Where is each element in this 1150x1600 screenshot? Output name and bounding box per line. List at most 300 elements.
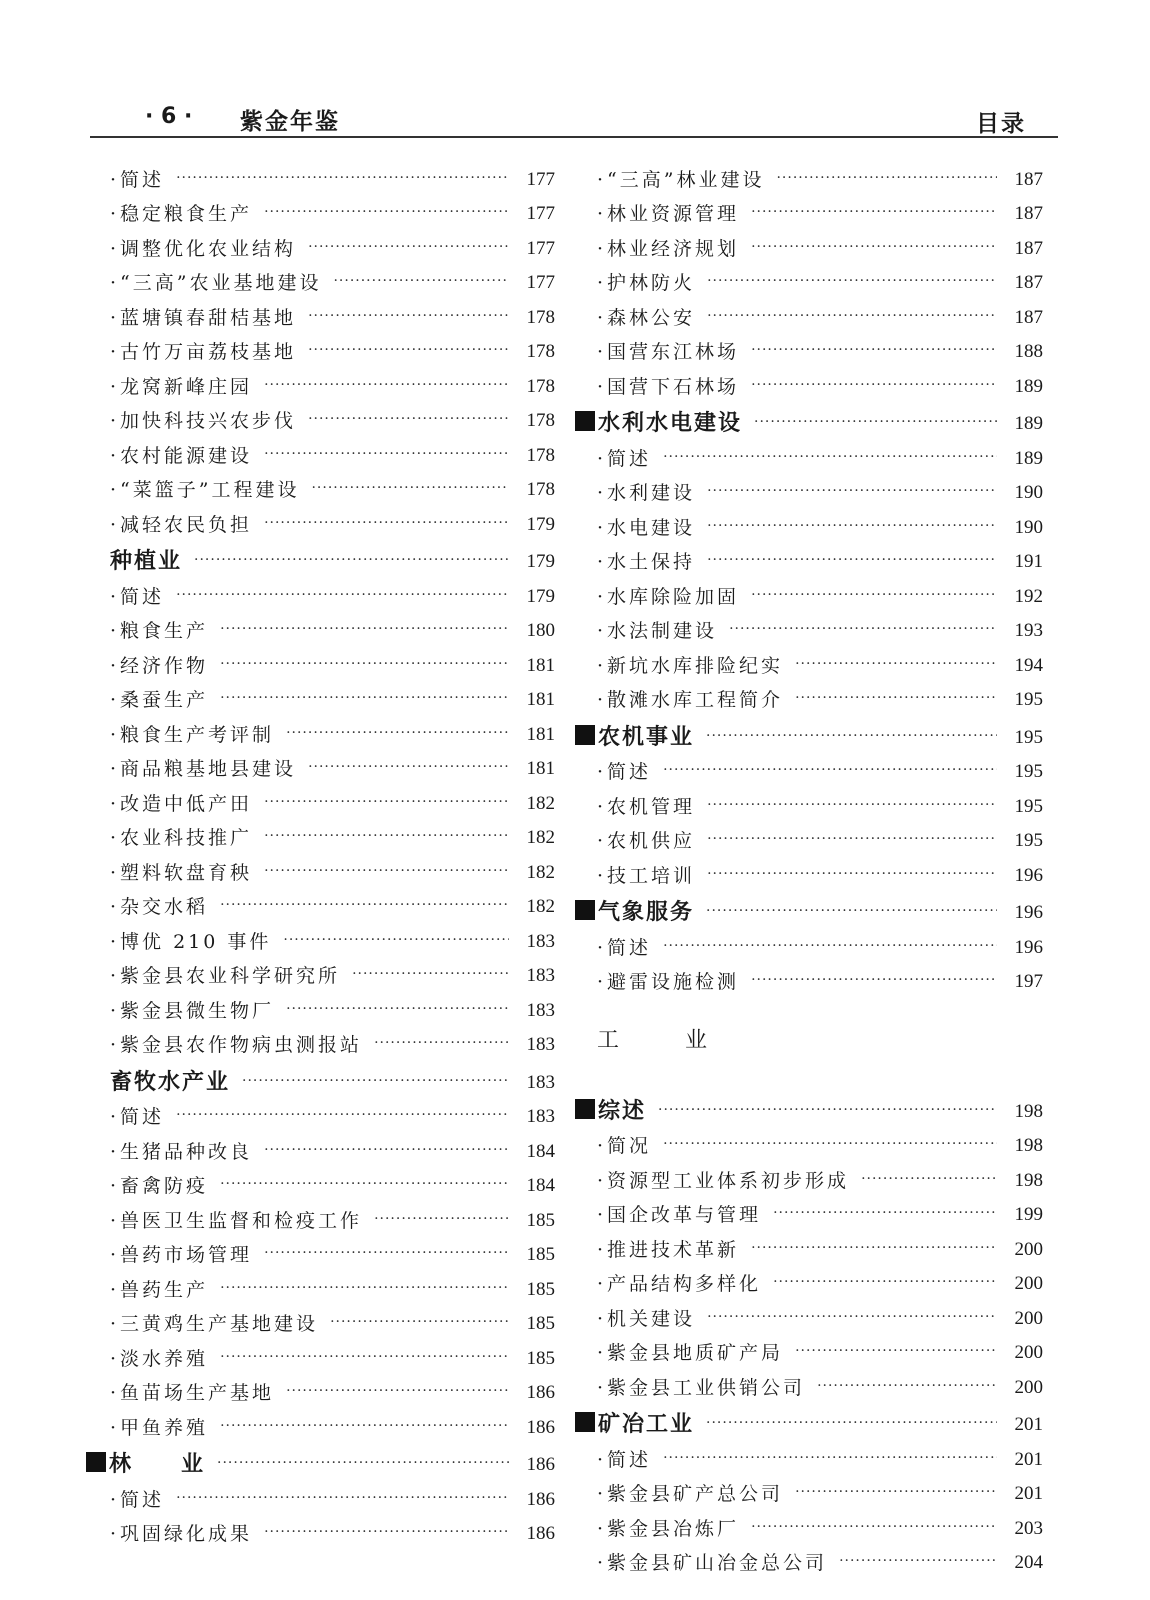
toc-entry-label: · 兽药市场管理 xyxy=(110,1242,252,1268)
dot-leader xyxy=(220,1348,509,1372)
toc-entry xyxy=(110,1303,555,1338)
toc-page-number: 183 xyxy=(526,1071,555,1093)
toc-entry-label: · 简述 xyxy=(110,1487,164,1513)
toc-page-number: 194 xyxy=(1014,654,1043,676)
toc-page-number: 182 xyxy=(526,861,555,883)
dot-leader xyxy=(707,272,997,296)
toc-page-number: 185 xyxy=(526,1278,555,1300)
dot-leader xyxy=(264,514,509,538)
dot-leader xyxy=(308,238,509,262)
toc-entry-label: 综述 xyxy=(598,1098,647,1124)
section-title: 目录 xyxy=(976,111,1026,137)
toc-page-number: 197 xyxy=(1014,971,1043,992)
dot-leader xyxy=(776,169,997,193)
toc-entry-label: · 古竹万亩荔枝基地 xyxy=(110,339,296,365)
toc-page-number: 184 xyxy=(526,1140,555,1162)
toc-entry xyxy=(110,400,555,435)
toc-page-number: 204 xyxy=(1014,1552,1043,1573)
dot-leader xyxy=(707,482,997,506)
toc-entry-label: · 兽药生产 xyxy=(110,1277,208,1303)
dot-leader xyxy=(176,1489,509,1513)
dot-leader xyxy=(706,902,997,926)
toc-page-number: 182 xyxy=(526,792,555,814)
dot-leader xyxy=(751,238,997,262)
toc-entry-label: · 避雷设施检测 xyxy=(597,969,739,995)
toc-entry xyxy=(110,365,555,400)
toc-page-number: 183 xyxy=(526,1106,555,1127)
toc-page-number: 187 xyxy=(1014,168,1043,190)
toc-page-number: 185 xyxy=(526,1209,555,1231)
toc-entry-label: · 粮食生产考评制 xyxy=(110,722,274,748)
toc-entry xyxy=(597,1366,1043,1401)
toc-entry xyxy=(110,1513,555,1548)
toc-page-number: 195 xyxy=(1014,689,1043,710)
toc-entry xyxy=(110,1024,555,1059)
toc-entry-label: 林 业 xyxy=(109,1452,206,1477)
toc-entry-label: · 简况 xyxy=(597,1133,651,1159)
toc-entry xyxy=(110,1478,555,1513)
toc-page-number: 199 xyxy=(1014,1204,1043,1225)
dot-leader xyxy=(220,1175,509,1199)
toc-entry xyxy=(110,1199,555,1234)
toc-page-number: 201 xyxy=(1014,1483,1043,1504)
dot-leader xyxy=(795,1483,997,1507)
toc-entry-label: · 简述 xyxy=(597,935,651,961)
toc-page-number: 188 xyxy=(1014,341,1043,362)
dot-leader xyxy=(795,689,997,713)
toc-section-entry xyxy=(110,1058,555,1096)
toc-page-number: 186 xyxy=(526,1416,555,1438)
toc-entry-label: 气象服务 xyxy=(598,900,695,925)
dot-leader xyxy=(707,307,997,331)
dot-leader xyxy=(176,1106,509,1130)
dot-leader xyxy=(663,937,997,961)
toc-section-entry xyxy=(597,1087,1043,1125)
toc-entry xyxy=(110,713,555,748)
toc-entry-label: 矿冶工业 xyxy=(598,1412,695,1437)
toc-page-number: 193 xyxy=(1014,620,1043,641)
toc-entry xyxy=(110,1372,555,1407)
dot-leader xyxy=(330,1313,509,1337)
toc-page-number: 198 xyxy=(1014,1100,1043,1122)
toc-page-number: 183 xyxy=(526,999,555,1021)
dot-leader xyxy=(795,1342,997,1366)
toc-page-number: 189 xyxy=(1014,413,1043,434)
toc-entry xyxy=(597,193,1043,228)
toc-page-number: 196 xyxy=(1014,864,1043,886)
toc-entry xyxy=(110,989,555,1024)
dot-leader xyxy=(751,203,997,227)
dot-leader xyxy=(751,1239,997,1263)
toc-entry-label: · 博优 210 事件 xyxy=(110,929,271,955)
toc-page-number: 178 xyxy=(526,410,555,431)
dot-leader xyxy=(194,551,509,575)
dot-leader xyxy=(707,865,997,889)
dot-leader xyxy=(264,1523,509,1547)
toc-page-number: 195 xyxy=(1014,795,1043,817)
toc-page-number: 184 xyxy=(526,1175,555,1196)
toc-entry xyxy=(597,227,1043,262)
page-number: · 6 · xyxy=(145,104,193,129)
toc-section-entry xyxy=(597,1401,1043,1439)
toc-page-number: 200 xyxy=(1014,1238,1043,1260)
toc-part-heading xyxy=(597,995,1043,1087)
toc-entry-label: · 紫金县农业科学研究所 xyxy=(110,963,340,989)
toc-right-column xyxy=(597,158,1043,1576)
dot-leader xyxy=(264,376,509,400)
toc-entry-label: · 资源型工业体系初步形成 xyxy=(597,1168,849,1194)
toc-entry xyxy=(110,817,555,852)
dot-leader xyxy=(264,1244,509,1268)
toc-page-number: 185 xyxy=(526,1347,555,1369)
toc-page-number: 185 xyxy=(526,1313,555,1334)
toc-entry-label: · 推进技术革新 xyxy=(597,1237,739,1263)
toc-entry-label: · 鱼苗场生产基地 xyxy=(110,1380,274,1406)
toc-entry-label: · 稳定粮食生产 xyxy=(110,201,252,227)
toc-page-number: 187 xyxy=(1014,272,1043,293)
toc-entry-label: · 生猪品种改良 xyxy=(110,1139,252,1165)
toc-entry-label: · 改造中低产田 xyxy=(110,791,252,817)
toc-entry-label: · 农村能源建设 xyxy=(110,443,252,469)
dot-leader xyxy=(220,655,509,679)
toc-entry xyxy=(597,331,1043,366)
toc-page-number: 186 xyxy=(526,1523,555,1544)
dot-leader xyxy=(751,971,997,995)
dot-leader xyxy=(220,1279,509,1303)
section-marker-icon xyxy=(575,1099,595,1119)
toc-entry xyxy=(597,1228,1043,1263)
toc-page-number: 196 xyxy=(1014,902,1043,923)
toc-entry-label: · 巩固绿化成果 xyxy=(110,1521,252,1547)
toc-entry-label: 农机事业 xyxy=(598,724,695,750)
toc-entry-label: · 国营东江林场 xyxy=(597,339,739,365)
dot-leader xyxy=(707,796,997,820)
toc-page-number: 178 xyxy=(526,375,555,397)
toc-page-number: 180 xyxy=(526,620,555,641)
toc-page-number: 195 xyxy=(1014,726,1043,748)
toc-page-number: 191 xyxy=(1014,551,1043,572)
toc-entry xyxy=(110,1165,555,1200)
toc-entry-label: · “菜篮子”工程建设 xyxy=(110,477,299,503)
toc-entry-label: · 紫金县矿产总公司 xyxy=(597,1481,783,1507)
toc-entry-label: · 紫金县矿山冶金总公司 xyxy=(597,1550,827,1576)
toc-entry-label: · 林业资源管理 xyxy=(597,201,739,227)
toc-page-number: 200 xyxy=(1014,1307,1043,1329)
dot-leader xyxy=(751,1518,997,1542)
toc-entry xyxy=(110,782,555,817)
toc-entry-label: · 甲鱼养殖 xyxy=(110,1415,208,1441)
toc-page-number: 177 xyxy=(526,272,555,293)
toc-entry xyxy=(110,503,555,538)
dot-leader xyxy=(751,341,997,365)
dot-leader xyxy=(308,341,509,365)
toc-entry-label: · “三高”农业基地建设 xyxy=(110,270,321,296)
dot-leader xyxy=(264,1141,509,1165)
toc-entry-label: · 简述 xyxy=(597,759,651,785)
dot-leader xyxy=(751,586,997,610)
toc-entry-label: · 简述 xyxy=(597,446,651,472)
toc-entry-label: · 国营下石林场 xyxy=(597,374,739,400)
toc-entry-label: · 紫金县工业供销公司 xyxy=(597,1375,805,1401)
toc-entry-label: · 桑蚕生产 xyxy=(110,687,208,713)
toc-page-number: 186 xyxy=(526,1382,555,1403)
toc-entry-label: · 调整优化农业结构 xyxy=(110,236,296,262)
section-marker-icon xyxy=(575,725,595,745)
dot-leader xyxy=(308,307,509,331)
dot-leader xyxy=(773,1204,997,1228)
toc-entry-label: · 技工培训 xyxy=(597,863,695,889)
dot-leader xyxy=(374,1034,509,1058)
toc-page-number: 187 xyxy=(1014,237,1043,259)
toc-entry xyxy=(110,748,555,783)
toc-entry xyxy=(597,854,1043,889)
toc-entry xyxy=(110,434,555,469)
dot-leader xyxy=(283,931,509,955)
dot-leader xyxy=(707,1308,997,1332)
toc-entry xyxy=(110,262,555,297)
toc-page-number: 189 xyxy=(1014,447,1043,469)
toc-entry-label: · 紫金县微生物厂 xyxy=(110,998,274,1024)
toc-entry-label: · 国企改革与管理 xyxy=(597,1202,761,1228)
toc-page-number: 200 xyxy=(1014,1273,1043,1294)
dot-leader xyxy=(264,445,509,469)
toc-entry xyxy=(597,1125,1043,1160)
section-marker-icon xyxy=(575,1412,595,1432)
dot-leader xyxy=(220,689,509,713)
toc-entry-label: · 简述 xyxy=(597,1447,651,1473)
toc-page-number: 177 xyxy=(526,203,555,224)
toc-entry xyxy=(597,1194,1043,1229)
toc-entry-label: 种植业 xyxy=(110,549,183,574)
toc-entry-label: · 粮食生产 xyxy=(110,618,208,644)
toc-page-number: 183 xyxy=(526,930,555,952)
toc-entry-label: · 农机管理 xyxy=(597,794,695,820)
toc-entry xyxy=(597,751,1043,786)
toc-entry xyxy=(110,1130,555,1165)
dot-leader xyxy=(264,827,509,851)
toc-entry-label: · 兽医卫生监督和检疫工作 xyxy=(110,1208,362,1234)
toc-entry xyxy=(597,1263,1043,1298)
toc-entry-label: · 机关建设 xyxy=(597,1306,695,1332)
dot-leader xyxy=(773,1273,997,1297)
toc-entry-label: · 简述 xyxy=(110,167,164,193)
toc-entry-label: · 淡水养殖 xyxy=(110,1346,208,1372)
dot-leader xyxy=(264,203,509,227)
toc-page-number: 196 xyxy=(1014,936,1043,958)
toc-page-number: 187 xyxy=(1014,203,1043,224)
toc-page-number: 190 xyxy=(1014,482,1043,503)
toc-entry xyxy=(110,227,555,262)
toc-entry xyxy=(597,541,1043,576)
toc-entry-label: · 农业科技推广 xyxy=(110,825,252,851)
toc-page-number: 181 xyxy=(526,723,555,745)
dot-leader xyxy=(707,517,997,541)
toc-entry-label: · 加快科技兴农步伐 xyxy=(110,408,296,434)
toc-entry-label: 水利水电建设 xyxy=(598,411,743,436)
dot-leader xyxy=(706,1414,997,1438)
toc-entry xyxy=(110,920,555,955)
dot-leader xyxy=(176,586,509,610)
toc-entry xyxy=(597,785,1043,820)
toc-page-number: 179 xyxy=(526,551,555,572)
toc-entry xyxy=(110,955,555,990)
toc-entry-label: 畜牧水产业 xyxy=(110,1069,231,1095)
toc-entry-label: · 蓝塘镇春甜桔基地 xyxy=(110,305,296,331)
toc-page-number: 178 xyxy=(526,341,555,362)
toc-section-entry xyxy=(597,889,1043,927)
toc-entry xyxy=(597,437,1043,472)
toc-page-number: 183 xyxy=(526,965,555,986)
dot-leader xyxy=(707,551,997,575)
dot-leader xyxy=(663,448,997,472)
toc-entry-label: · 农机供应 xyxy=(597,828,695,854)
dot-leader xyxy=(706,727,997,751)
toc-page-number: 181 xyxy=(526,654,555,676)
toc-entry xyxy=(110,610,555,645)
toc-page-number: 198 xyxy=(1014,1135,1043,1156)
toc-entry xyxy=(597,1507,1043,1542)
section-marker-icon xyxy=(86,1452,106,1472)
toc-page-number: 192 xyxy=(1014,585,1043,607)
toc-entry xyxy=(597,1297,1043,1332)
toc-entry xyxy=(597,610,1043,645)
toc-entry xyxy=(597,679,1043,714)
dot-leader xyxy=(352,965,509,989)
toc-entry xyxy=(597,262,1043,297)
toc-entry xyxy=(110,193,555,228)
toc-page-number: 181 xyxy=(526,758,555,779)
toc-page-number: 179 xyxy=(526,513,555,535)
toc-page-number: 190 xyxy=(1014,516,1043,538)
toc-entry-label: · 经济作物 xyxy=(110,653,208,679)
dot-leader xyxy=(795,655,997,679)
dot-leader xyxy=(663,1449,997,1473)
toc-page-number: 189 xyxy=(1014,375,1043,397)
toc-entry-label: · 龙窝新峰庄园 xyxy=(110,374,252,400)
toc-entry-label: · 紫金县地质矿产局 xyxy=(597,1340,783,1366)
toc-entry xyxy=(597,1542,1043,1577)
dot-leader xyxy=(707,830,997,854)
toc-entry-label: · 紫金县农作物病虫测报站 xyxy=(110,1032,362,1058)
dot-leader xyxy=(817,1377,997,1401)
dot-leader xyxy=(374,1210,509,1234)
toc-entry-label: 工 业 xyxy=(597,1028,708,1053)
toc-entry xyxy=(597,506,1043,541)
toc-section-entry xyxy=(110,538,555,576)
toc-entry xyxy=(110,679,555,714)
toc-entry-label: · 商品粮基地县建设 xyxy=(110,756,296,782)
toc-page-number: 186 xyxy=(526,1454,555,1475)
toc-entry xyxy=(597,644,1043,679)
dot-leader xyxy=(663,1135,997,1159)
toc-entry-label: · 畜禽防疫 xyxy=(110,1173,208,1199)
toc-entry-label: · 三黄鸡生产基地建设 xyxy=(110,1311,318,1337)
dot-leader xyxy=(308,410,509,434)
toc-left-column xyxy=(110,158,555,1547)
toc-entry-label: · 林业经济规划 xyxy=(597,236,739,262)
toc-entry xyxy=(110,886,555,921)
toc-entry xyxy=(597,472,1043,507)
toc-entry xyxy=(597,1438,1043,1473)
dot-leader xyxy=(264,862,509,886)
dot-leader xyxy=(754,413,997,437)
toc-entry xyxy=(110,851,555,886)
dot-leader xyxy=(220,1417,509,1441)
toc-entry-label: · 简述 xyxy=(110,584,164,610)
toc-page-number: 198 xyxy=(1014,1169,1043,1191)
toc-page-number: 181 xyxy=(526,689,555,710)
toc-entry xyxy=(110,575,555,610)
toc-entry-label: · “三高”林业建设 xyxy=(597,167,764,193)
dot-leader xyxy=(220,896,509,920)
dot-leader xyxy=(286,724,509,748)
toc-entry-label: · 散滩水库工程简介 xyxy=(597,687,783,713)
toc-entry-label: · 护林防火 xyxy=(597,270,695,296)
toc-page-number: 182 xyxy=(526,827,555,848)
toc-entry-label: · 水电建设 xyxy=(597,515,695,541)
toc-page-number: 186 xyxy=(526,1488,555,1510)
section-marker-icon xyxy=(575,411,595,431)
toc-page-number: 185 xyxy=(526,1244,555,1265)
toc-page-number: 179 xyxy=(526,585,555,607)
toc-page-number: 178 xyxy=(526,444,555,466)
toc-entry-label: · 紫金县冶炼厂 xyxy=(597,1516,739,1542)
dot-leader xyxy=(311,479,509,503)
toc-page-number: 203 xyxy=(1014,1517,1043,1539)
dot-leader xyxy=(286,1000,509,1024)
toc-page-number: 195 xyxy=(1014,761,1043,782)
toc-entry xyxy=(110,1337,555,1372)
dot-leader xyxy=(176,169,509,193)
toc-entry-label: · 水利建设 xyxy=(597,480,695,506)
dot-leader xyxy=(308,758,509,782)
dot-leader xyxy=(286,1382,509,1406)
toc-entry xyxy=(597,158,1043,193)
toc-page-number: 187 xyxy=(1014,306,1043,328)
toc-entry xyxy=(110,331,555,366)
toc-entry xyxy=(597,961,1043,996)
toc-entry-label: · 塑料软盘育秧 xyxy=(110,860,252,886)
toc-entry-label: · 产品结构多样化 xyxy=(597,1271,761,1297)
toc-section-entry xyxy=(597,400,1043,438)
section-marker-icon xyxy=(575,900,595,920)
toc-page-number: 177 xyxy=(526,237,555,259)
toc-entry xyxy=(597,575,1043,610)
toc-section-entry xyxy=(597,713,1043,751)
toc-entry-label: · 杂交水稻 xyxy=(110,894,208,920)
toc-entry xyxy=(597,926,1043,961)
toc-entry-label: · 森林公安 xyxy=(597,305,695,331)
toc-section-entry xyxy=(110,1441,555,1479)
dot-leader xyxy=(217,1454,509,1478)
toc-entry-label: · 水土保持 xyxy=(597,549,695,575)
toc-entry xyxy=(110,1234,555,1269)
toc-entry-label: · 水库除险加固 xyxy=(597,584,739,610)
toc-entry xyxy=(110,1096,555,1131)
dot-leader xyxy=(220,620,509,644)
toc-entry xyxy=(597,296,1043,331)
toc-page-number: 178 xyxy=(526,479,555,500)
toc-entry-label: · 简述 xyxy=(110,1104,164,1130)
toc-page-number: 201 xyxy=(1014,1448,1043,1470)
dot-leader xyxy=(839,1552,997,1576)
dot-leader xyxy=(729,620,997,644)
dot-leader xyxy=(658,1101,997,1125)
toc-entry xyxy=(110,158,555,193)
toc-entry xyxy=(110,1268,555,1303)
running-header xyxy=(90,100,1058,138)
dot-leader xyxy=(333,272,509,296)
